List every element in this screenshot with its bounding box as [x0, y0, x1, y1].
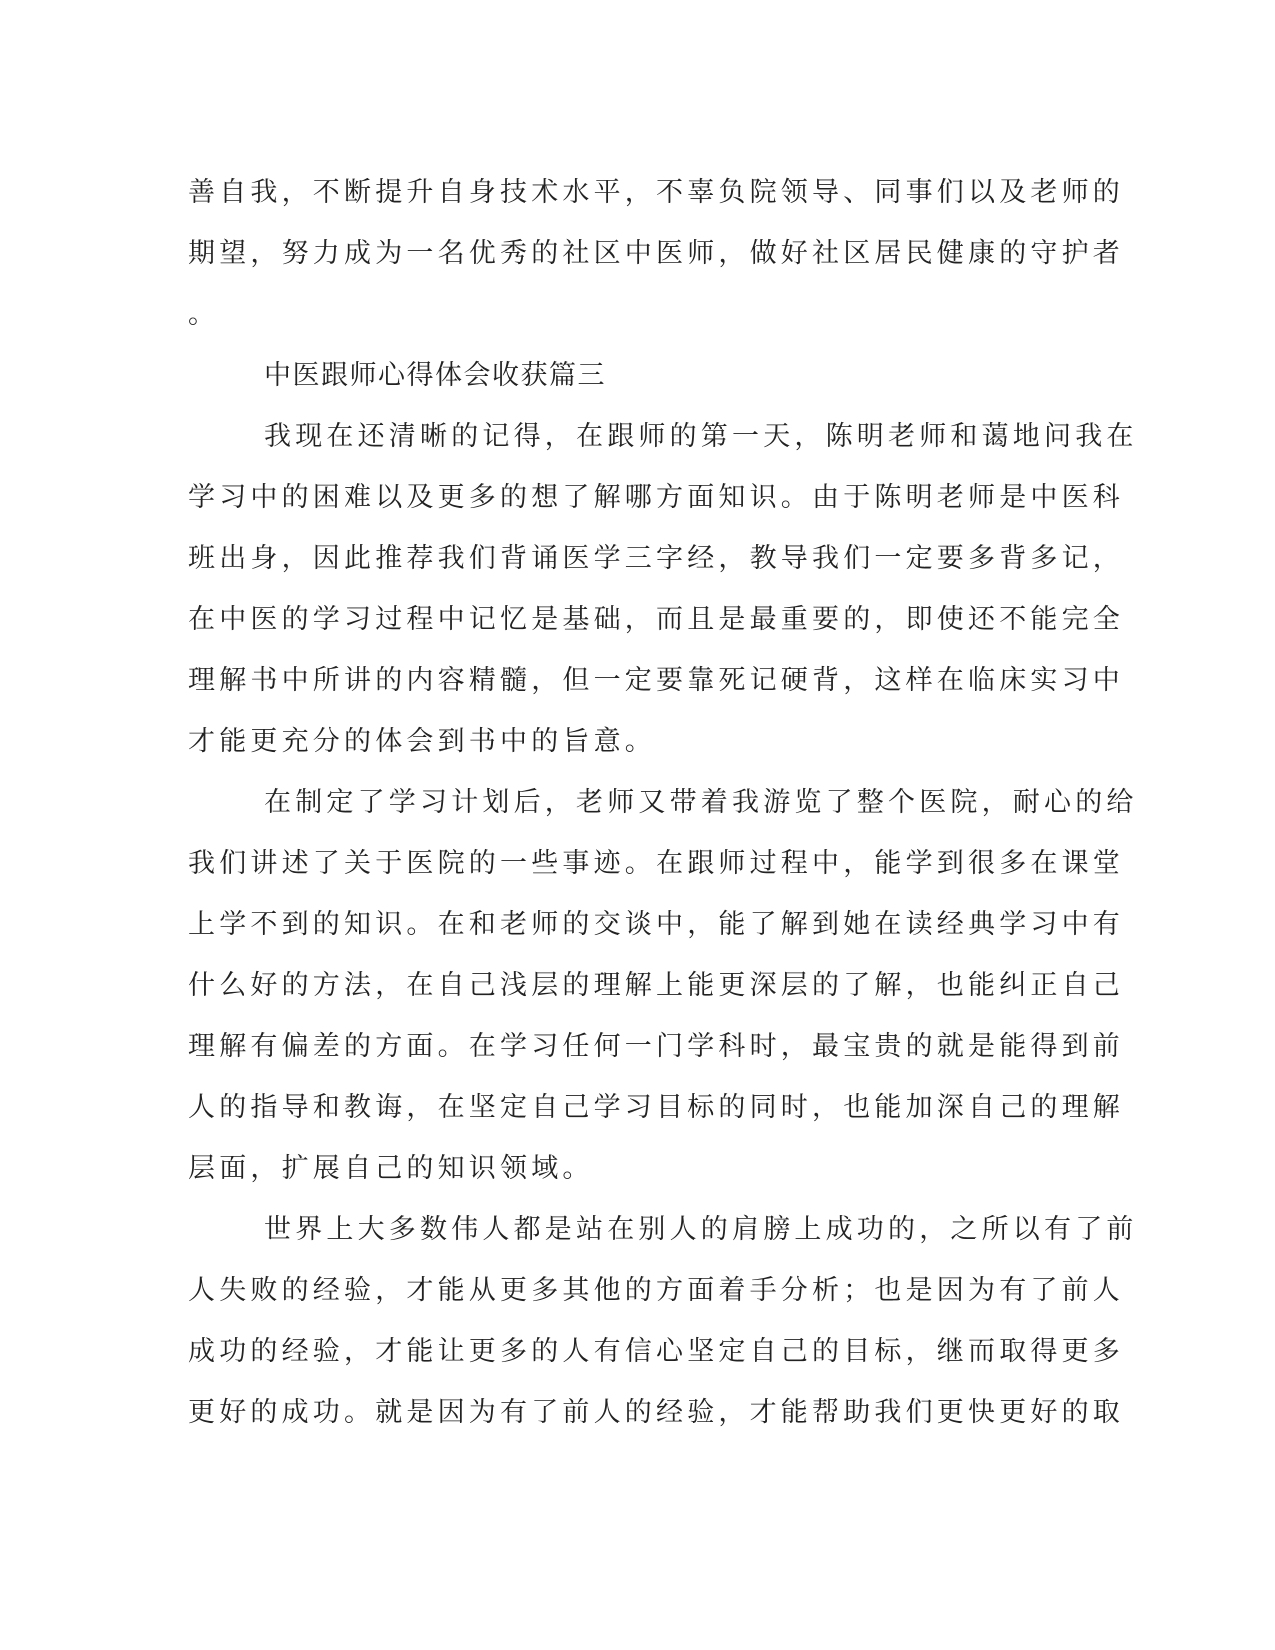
text-line: 更好的成功。就是因为有了前人的经验，才能帮助我们更快更好的取 — [188, 1397, 1124, 1428]
text-line: 。 — [188, 299, 220, 330]
text-line: 成功的经验，才能让更多的人有信心坚定自己的目标，继而取得更多 — [188, 1336, 1124, 1367]
text-line: 上学不到的知识。在和老师的交谈中，能了解到她在读经典学习中有 — [188, 909, 1124, 940]
paragraph-first-line: 世界上大多数伟人都是站在别人的肩膀上成功的，之所以有了前 — [264, 1214, 1138, 1245]
text-line: 人失败的经验，才能从更多其他的方面着手分析；也是因为有了前人 — [188, 1275, 1124, 1306]
text-line: 什么好的方法，在自己浅层的理解上能更深层的了解，也能纠正自己 — [188, 970, 1124, 1001]
paragraph-first-line: 在制定了学习计划后，老师又带着我游览了整个医院，耐心的给 — [264, 787, 1138, 818]
text-line: 善自我，不断提升自身技术水平，不辜负院领导、同事们以及老师的 — [188, 177, 1124, 208]
text-line: 在中医的学习过程中记忆是基础，而且是最重要的，即使还不能完全 — [188, 604, 1124, 635]
document-body — [188, 162, 1138, 1443]
text-line: 才能更充分的体会到书中的旨意。 — [188, 726, 656, 757]
text-line: 层面，扩展自己的知识领域。 — [188, 1153, 594, 1184]
text-line: 学习中的困难以及更多的想了解哪方面知识。由于陈明老师是中医科 — [188, 482, 1124, 513]
text-line: 人的指导和教诲，在坚定自己学习目标的同时，也能加深自己的理解 — [188, 1092, 1124, 1123]
text-line: 班出身，因此推荐我们背诵医学三字经，教导我们一定要多背多记， — [188, 543, 1124, 574]
text-line: 理解有偏差的方面。在学习任何一门学科时，最宝贵的就是能得到前 — [188, 1031, 1124, 1062]
section-heading: 中医跟师心得体会收获篇三 — [264, 360, 606, 391]
paragraph-first-line: 我现在还清晰的记得，在跟师的第一天，陈明老师和蔼地问我在 — [264, 421, 1138, 452]
text-line: 我们讲述了关于医院的一些事迹。在跟师过程中，能学到很多在课堂 — [188, 848, 1124, 879]
text-line: 理解书中所讲的内容精髓，但一定要靠死记硬背，这样在临床实习中 — [188, 665, 1124, 696]
text-line: 期望，努力成为一名优秀的社区中医师，做好社区居民健康的守护者 — [188, 238, 1124, 269]
